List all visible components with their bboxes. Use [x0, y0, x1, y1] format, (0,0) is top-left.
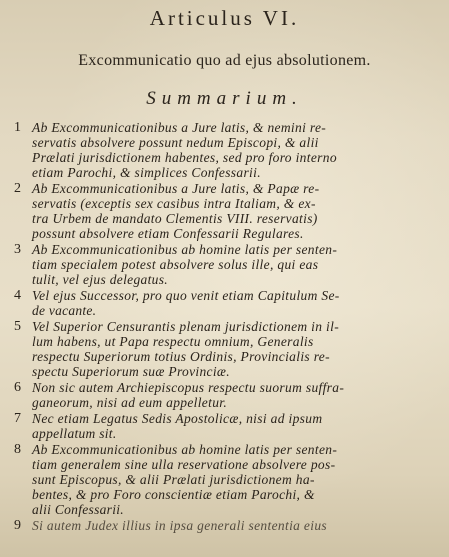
item-number: 7: [14, 411, 21, 426]
item-number: 2: [14, 181, 21, 196]
item-text-line: Vel Superior Censurantis plenam jurisdictionem in il-: [32, 319, 340, 334]
summary-item: [14, 518, 444, 533]
item-text-line: ganeorum, nisi ad eum appelletur.: [32, 395, 228, 410]
item-text-line: possunt absolvere etiam Confessarii Regulares.: [32, 226, 304, 241]
item-text-line: servatis (exceptis sex casibus intra Italiam, & ex-: [32, 196, 316, 211]
item-text-line: respectu Superiorum totius Ordinis, Provincialis re-: [32, 349, 330, 364]
item-text-line: tiam specialem potest absolvere solus ille, qui eas: [32, 257, 319, 272]
item-text-line: Ab Excommunicationibus a Jure latis, & Papæ re-: [32, 181, 320, 196]
item-number: 6: [14, 380, 21, 395]
item-text-line: Si autem Judex illius in ipsa generali sententia eius: [32, 518, 328, 533]
item-number: 4: [14, 288, 21, 303]
item-text-line: spectu Superiorum suæ Provinciæ.: [32, 364, 230, 379]
item-text-line: tra Urbem de mandato Clementis VIII. reservatis): [32, 211, 318, 226]
article-subtitle: Excommunicatio quo ad ejus absolutionem.: [78, 52, 371, 69]
item-text-line: Vel ejus Successor, pro quo venit etiam Capitulum Se-: [32, 288, 340, 303]
item-text-line: Non sic autem Archiepiscopus respectu suorum suffra-: [32, 380, 345, 395]
item-text-line: lum habens, ut Papa respectu omnium, Generalis: [32, 334, 314, 349]
summary-item: [14, 120, 444, 180]
summary-item: [14, 411, 444, 441]
item-text-line: servatis absolvere possunt nedum Episcopi, & alii: [32, 135, 319, 150]
item-number: 8: [14, 442, 21, 457]
summary-list: [14, 120, 444, 534]
item-text-line: Ab Excommunicationibus a Jure latis, & nemini re-: [32, 120, 327, 135]
item-text-line: sunt Episcopus, & alii Prælati jurisdictionem ha-: [32, 472, 315, 487]
summary-heading: Summarium.: [146, 88, 303, 109]
item-text-line: etiam Parochi, & simplices Confessarii.: [32, 165, 261, 180]
summary-item: [14, 242, 444, 287]
summary-item: [14, 181, 444, 241]
item-number: 3: [14, 242, 21, 257]
article-heading: Articulus VI.: [149, 6, 300, 30]
item-text-line: Nec etiam Legatus Sedis Apostolicæ, nisi ad ipsum: [32, 411, 323, 426]
summary-item: [14, 319, 444, 379]
item-text-line: Ab Excommunicationibus ab homine latis per senten-: [32, 242, 338, 257]
item-text-line: de vacante.: [32, 303, 97, 318]
item-number: 5: [14, 319, 21, 334]
summary-item: [14, 380, 444, 410]
item-text-line: alii Confessarii.: [32, 502, 124, 517]
item-text-line: Prælati jurisdictionem habentes, sed pro foro interno: [32, 150, 337, 165]
item-text-line: Ab Excommunicationibus ab homine latis per senten-: [32, 442, 338, 457]
summary-item: [14, 288, 444, 318]
item-text-line: appellatum sit.: [32, 426, 117, 441]
item-number: 9: [14, 518, 21, 533]
summary-item: [14, 442, 444, 517]
item-text-line: bentes, & pro Foro conscientiæ etiam Parochi, &: [32, 487, 315, 502]
item-text-line: tiam generalem sine ulla reservatione absolvere pos-: [32, 457, 336, 472]
item-text-line: tulit, vel ejus delegatus.: [32, 272, 168, 287]
item-number: 1: [14, 120, 21, 135]
